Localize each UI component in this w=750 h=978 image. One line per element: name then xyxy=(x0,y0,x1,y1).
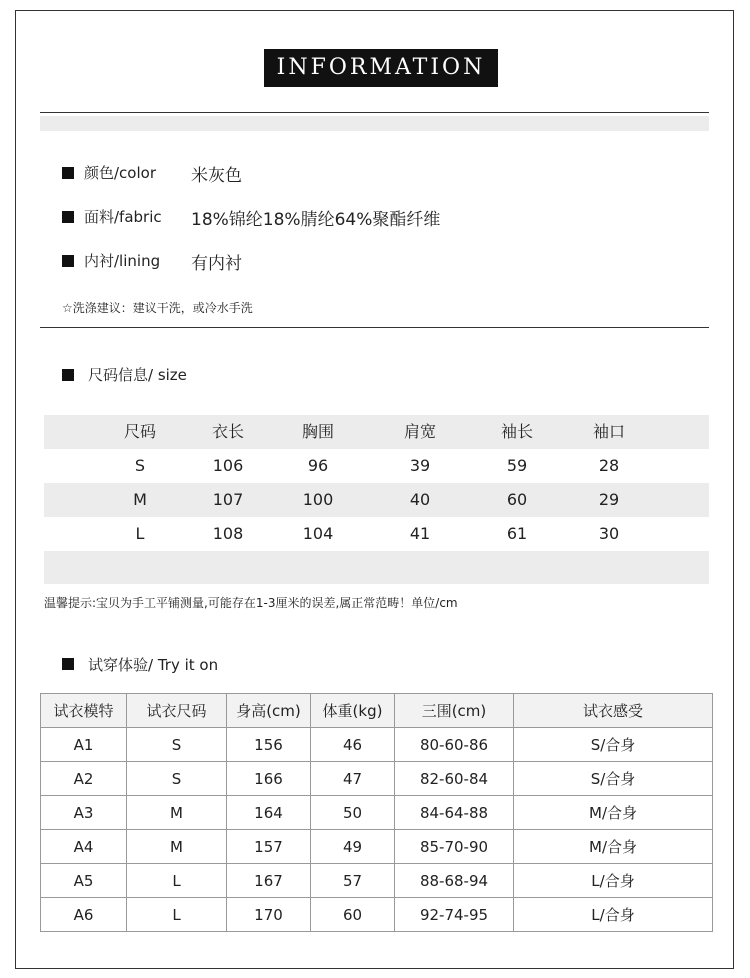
size-cell: S xyxy=(134,456,146,475)
size-note: 温馨提示:宝贝为手工平铺测量,可能存在1-3厘米的误差,属正常范畴！单位/cm xyxy=(44,596,458,610)
try-cell: 82-60-84 xyxy=(395,762,514,796)
try-col-header: 身高(cm) xyxy=(227,694,311,728)
try-cell: 80-60-86 xyxy=(395,728,514,762)
size-cell: 96 xyxy=(307,456,329,475)
color-label: 颜色/color xyxy=(84,164,156,182)
try-cell: L/合身 xyxy=(514,898,713,932)
try-cell: A4 xyxy=(41,830,127,864)
bullet-square xyxy=(62,167,74,179)
top-divider xyxy=(40,112,709,113)
try-cell: 46 xyxy=(311,728,395,762)
size-cell: 59 xyxy=(506,456,528,475)
bullet-square xyxy=(62,369,74,381)
try-cell: S/合身 xyxy=(514,728,713,762)
try-cell: 156 xyxy=(227,728,311,762)
wash-note: ☆洗涤建议：建议干洗，或冷水手洗 xyxy=(62,301,253,315)
size-table-row xyxy=(44,449,709,483)
size-col-header: 衣长 xyxy=(211,422,244,441)
try-col-header: 三围(cm) xyxy=(395,694,514,728)
try-cell: M xyxy=(127,796,227,830)
try-cell: L xyxy=(127,864,227,898)
attributes-divider xyxy=(40,327,709,328)
size-cell: 60 xyxy=(506,490,528,509)
try-col-header: 试衣模特 xyxy=(41,694,127,728)
try-cell: 57 xyxy=(311,864,395,898)
try-section-title: 试穿体验/ Try it on xyxy=(88,656,219,674)
color-value: 米灰色 xyxy=(191,166,242,186)
bullet-square xyxy=(62,658,74,670)
try-on-table xyxy=(40,693,713,932)
try-cell: S xyxy=(127,728,227,762)
size-table-header xyxy=(44,415,709,449)
size-cell: L xyxy=(135,524,145,543)
try-cell: A6 xyxy=(41,898,127,932)
try-cell: A3 xyxy=(41,796,127,830)
try-table-row xyxy=(41,728,713,762)
size-cell: 29 xyxy=(598,490,620,509)
try-col-header: 试衣尺码 xyxy=(127,694,227,728)
size-cell: 41 xyxy=(409,524,431,543)
try-cell: 170 xyxy=(227,898,311,932)
try-cell: 85-70-90 xyxy=(395,830,514,864)
try-cell: 47 xyxy=(311,762,395,796)
size-cell: 40 xyxy=(409,490,431,509)
lining-label: 内衬/lining xyxy=(84,252,161,270)
fabric-value: 18%锦纶18%腈纶64%聚酯纤维 xyxy=(191,210,441,230)
size-cell: M xyxy=(133,490,147,509)
try-cell: A1 xyxy=(41,728,127,762)
lining-value: 有内衬 xyxy=(191,254,242,274)
try-cell: 49 xyxy=(311,830,395,864)
try-cell: 84-64-88 xyxy=(395,796,514,830)
size-cell: 106 xyxy=(212,456,244,475)
try-cell: L xyxy=(127,898,227,932)
try-col-header: 试衣感受 xyxy=(514,694,713,728)
try-cell: 60 xyxy=(311,898,395,932)
size-cell: 39 xyxy=(409,456,431,475)
try-cell: M/合身 xyxy=(514,796,713,830)
size-cell: 28 xyxy=(598,456,620,475)
try-table-row xyxy=(41,796,713,830)
try-cell: 167 xyxy=(227,864,311,898)
size-table-footer-band xyxy=(44,551,709,584)
try-table-row xyxy=(41,898,713,932)
try-cell: L/合身 xyxy=(514,864,713,898)
size-col-header: 袖口 xyxy=(592,422,625,441)
size-col-header: 肩宽 xyxy=(403,422,436,441)
try-table-row xyxy=(41,864,713,898)
try-cell: M/合身 xyxy=(514,830,713,864)
try-cell: S/合身 xyxy=(514,762,713,796)
size-cell: 61 xyxy=(506,524,528,543)
try-cell: M xyxy=(127,830,227,864)
try-cell: 164 xyxy=(227,796,311,830)
try-cell: 157 xyxy=(227,830,311,864)
try-cell: A2 xyxy=(41,762,127,796)
try-cell: 166 xyxy=(227,762,311,796)
size-cell: 104 xyxy=(302,524,334,543)
try-cell: 50 xyxy=(311,796,395,830)
bullet-square xyxy=(62,211,74,223)
size-cell: 100 xyxy=(302,490,334,509)
size-cell: 30 xyxy=(598,524,620,543)
size-col-header: 袖长 xyxy=(500,422,533,441)
size-col-header: 胸围 xyxy=(301,422,334,441)
try-table-row xyxy=(41,762,713,796)
try-col-header: 体重(kg) xyxy=(311,694,395,728)
try-cell: A5 xyxy=(41,864,127,898)
try-cell: 88-68-94 xyxy=(395,864,514,898)
size-cell: 108 xyxy=(212,524,244,543)
top-grey-band xyxy=(40,116,709,131)
try-table-header xyxy=(41,694,713,728)
try-table-row xyxy=(41,830,713,864)
information-title: INFORMATION xyxy=(264,49,498,87)
try-cell: 92-74-95 xyxy=(395,898,514,932)
try-cell: S xyxy=(127,762,227,796)
size-section-title: 尺码信息/ size xyxy=(88,366,187,384)
size-table-row xyxy=(44,517,709,551)
size-col-header: 尺码 xyxy=(123,422,156,441)
fabric-label: 面料/fabric xyxy=(84,208,162,226)
size-cell: 107 xyxy=(212,490,244,509)
bullet-square xyxy=(62,255,74,267)
size-table-row xyxy=(44,483,709,517)
